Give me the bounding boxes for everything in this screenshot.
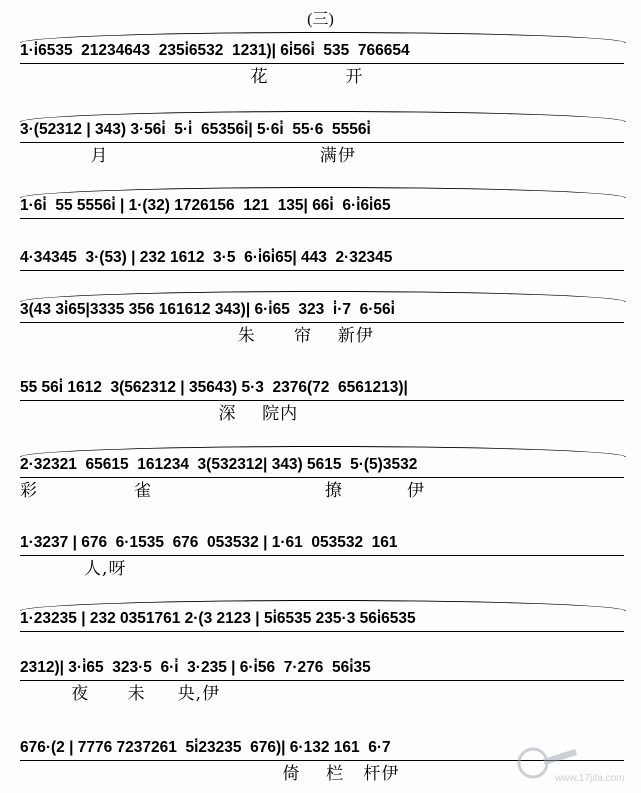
notation-line: 1·i̇6535 21234643 235i̇6532 1231)| 6i̇56i̇ 535 766654 <box>20 42 410 59</box>
lyrics-line: 人,呀 <box>20 559 127 579</box>
score-system <box>0 117 641 167</box>
beam-line <box>20 142 624 143</box>
page-number: (三) <box>307 11 334 28</box>
score-system <box>0 606 641 656</box>
notation-line: 676·(2 | 7776 7237261 5i̇23235 676)| 6·132 161 6·7 <box>20 739 391 756</box>
lyrics-line: 花 开 <box>20 67 364 87</box>
notation-line: 3·(52312 | 343) 3·56i̇ 5·i̇ 65356i̇| 5·6i̇ 55·6 5556i̇ <box>20 121 371 138</box>
notation-line: 3(43 3i̇65|3335 356 161612 343)| 6·i̇65 323 i̇·7 6·56i̇ <box>20 301 395 318</box>
beam-line <box>20 63 624 64</box>
score-system <box>0 245 641 295</box>
score-system <box>0 655 641 705</box>
notation-line: 2312)| 3·i̇65 323·5 6·i̇ 3·235 | 6·i̇56 7·276 56i̇35 <box>20 659 371 676</box>
watermark-guitar-icon <box>519 749 547 777</box>
score-system <box>0 297 641 347</box>
beam-line <box>20 218 624 219</box>
notation-line: 1·3237 | 676 6·1535 676 053532 | 1·61 053532 161 <box>20 534 398 551</box>
watermark-text: www.17jita.com <box>555 773 625 784</box>
lyrics-line: 倚 栏 杆伊 <box>20 764 400 784</box>
beam-line <box>20 631 624 632</box>
score-system <box>0 452 641 502</box>
lyrics-line: 彩 雀 撩 伊 <box>20 481 425 501</box>
watermark-neck-shape <box>543 749 577 765</box>
notation-line: 2·32321 65615 161234 3(532312| 343) 5615 5·(5)3532 <box>20 456 418 473</box>
beam-line <box>20 270 624 271</box>
beam-line <box>20 477 624 478</box>
lyrics-line: 月 满伊 <box>20 146 356 166</box>
score-system <box>0 530 641 580</box>
lyrics-line: 深 院内 <box>20 404 299 424</box>
lyrics-line: 朱 帘 新伊 <box>20 326 374 346</box>
notation-line: 4·34345 3·(53) | 232 1612 3·5 6·i̇6i̇65| 443 2·32345 <box>20 249 393 266</box>
notation-line: 1·23235 | 232 0351761 2·(3 2123 | 5i̇6535 235·3 56i̇6535 <box>20 610 416 627</box>
notation-line: 55 56i̇ 1612 3(562312 | 35643) 5·3 2376(72 6561213)| <box>20 379 408 396</box>
beam-line <box>20 322 624 323</box>
beam-line <box>20 555 624 556</box>
lyrics-line <box>20 221 624 243</box>
lyrics-line <box>20 634 624 656</box>
lyrics-line: 夜 未 央,伊 <box>20 684 221 704</box>
beam-line <box>20 400 624 401</box>
score-system <box>0 375 641 425</box>
score-system <box>0 193 641 243</box>
notation-line: 1·6i̇ 55 5556i̇ | 1·(32) 1726156 121 135| 66i̇ 6·i̇6i̇65 <box>20 197 391 214</box>
beam-line <box>20 680 624 681</box>
watermark-logo <box>515 739 635 787</box>
score-system <box>0 38 641 88</box>
